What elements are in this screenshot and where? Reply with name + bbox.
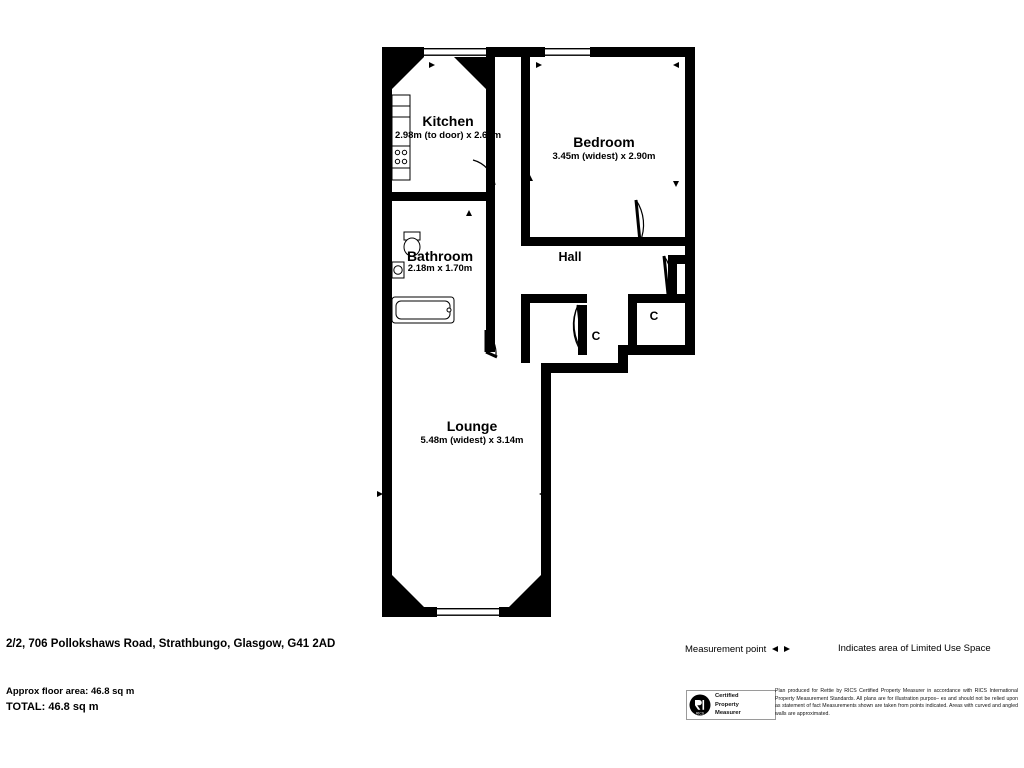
room-dims-kitchen — [383, 130, 513, 142]
rics-line-1: Certified — [715, 692, 739, 699]
total-floor-area: TOTAL: 46.8 sq m — [6, 701, 99, 713]
room-label-bedroom — [540, 134, 668, 152]
svg-text:RICS: RICS — [695, 711, 705, 716]
rics-line-3: Measurer — [715, 710, 741, 717]
room-dims-bedroom — [538, 151, 670, 163]
measurement-point-label: Measurement point — [685, 643, 767, 655]
approx-floor-area: Approx floor area: 46.8 sq m — [6, 686, 135, 697]
plan-disclaimer: Plan produced for Rettie by RICS Certified Property Measurer in accordance with RICS International Property Measurement Standards. All plans are for illustration purpos– es and should not be relied upon as statement of fact Measurements shown are taken from points indicated. Areas with curved and angled walls are approximated. — [775, 688, 1018, 717]
closet-2-letter: C — [649, 309, 659, 323]
closet-label-2 — [646, 309, 662, 324]
closet-label-1 — [588, 329, 604, 344]
room-label-lounge — [404, 418, 540, 436]
legend-measurement-point — [685, 643, 792, 655]
hall-name: Hall — [558, 250, 582, 264]
rics-logo-icon — [687, 692, 713, 718]
lounge-name: Lounge — [446, 418, 498, 434]
rics-certified-badge — [686, 690, 776, 720]
property-address: 2/2, 706 Pollokshaws Road, Strathbungo, Glasgow, G41 2AD — [6, 638, 336, 650]
measurement-point-icon — [770, 643, 792, 655]
rics-badge-text — [713, 692, 741, 718]
lounge-dims: 5.48m (widest) x 3.14m — [420, 435, 524, 446]
kitchen-dims: 2.98m (to door) x 2.63m — [394, 130, 502, 141]
bathroom-dims: 2.18m x 1.70m — [407, 263, 473, 274]
rics-line-2: Property — [715, 701, 739, 708]
bedroom-name: Bedroom — [573, 134, 635, 150]
bathroom-name: Bathroom — [406, 248, 474, 264]
room-label-kitchen — [383, 113, 513, 131]
bedroom-dims: 3.45m (widest) x 2.90m — [552, 151, 656, 162]
closet-1-letter: C — [591, 329, 601, 343]
room-dims-bathroom — [384, 263, 496, 275]
room-label-hall — [525, 250, 615, 266]
legend-limited-use-space: Indicates area of Limited Use Space — [838, 643, 991, 654]
room-dims-lounge — [404, 435, 540, 447]
bathroom-fittings — [392, 232, 454, 323]
kitchen-name: Kitchen — [422, 113, 474, 129]
